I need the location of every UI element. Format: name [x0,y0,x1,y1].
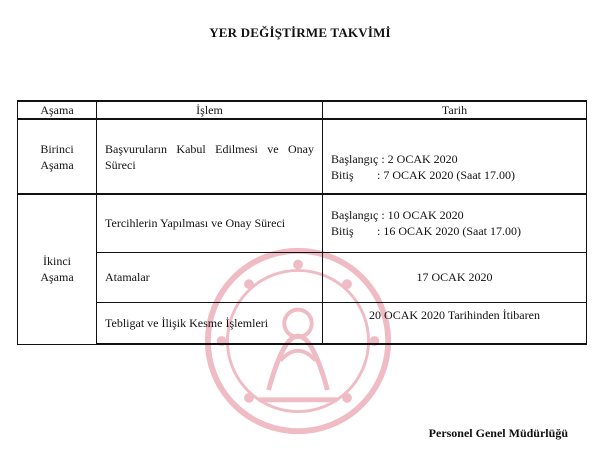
table-header-row [18,101,587,119]
table-row [18,302,587,344]
table-row [18,119,587,194]
start-label: Başlangıç [331,151,379,166]
header-phase: Aşama [18,101,97,119]
header-date: Tarih [323,101,587,119]
start-label: Başlangıç [331,208,379,223]
signature: Personel Genel Müdürlüğü [428,426,568,440]
end-date-line [331,167,578,183]
start-date-line [331,151,578,167]
date-cell: 20 OCAK 2020 Tarihinden İtibaren [323,302,587,344]
schedule-table [17,100,587,345]
end-label: Bitiş [331,224,354,239]
phase-cell: İkinci Aşama [18,194,97,344]
date-cell [323,194,587,252]
date-cell [323,119,587,194]
process-cell: Tercihlerin Yapılması ve Onay Süreci [97,194,323,252]
end-value: : 7 OCAK 2020 (Saat 17.00) [377,167,515,182]
phase-cell: Birinci Aşama [18,119,97,194]
process-cell: Tebligat ve İlişik Kesme İşlemleri [97,302,323,344]
end-label: Bitiş [331,167,354,182]
date-cell: 17 OCAK 2020 [323,252,587,302]
process-cell: Başvuruların Kabul Edilmesi ve Onay Süreci [97,119,323,194]
header-process: İşlem [97,101,323,119]
start-value: : 10 OCAK 2020 [381,208,464,223]
start-date-line [331,207,578,223]
end-date-line [331,223,578,239]
document-title: YER DEĞİŞTİRME TAKVİMİ [209,25,391,40]
start-value: : 2 OCAK 2020 [381,151,458,166]
table-row [18,194,587,252]
end-value: : 16 OCAK 2020 (Saat 17.00) [377,224,521,239]
process-cell: Atamalar [97,252,323,302]
table-row [18,252,587,302]
